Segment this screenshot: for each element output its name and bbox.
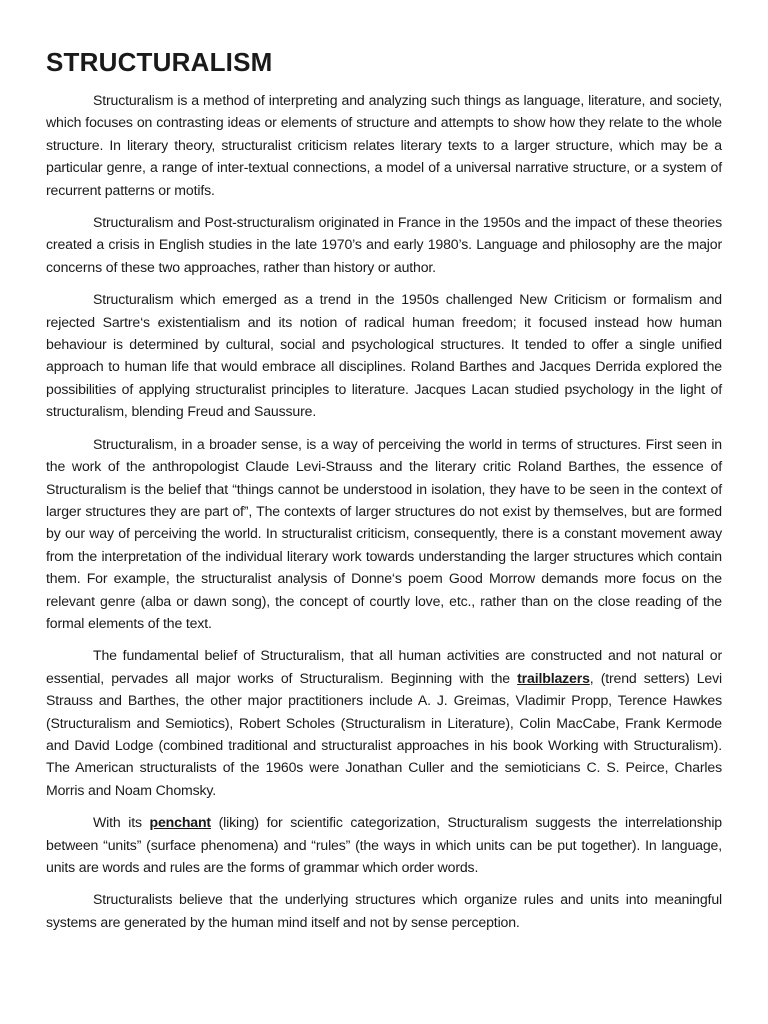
paragraph-units-and-rules	[46, 811, 722, 878]
document-page	[46, 44, 722, 943]
glossary-term-penchant: penchant	[149, 814, 211, 831]
paragraph-text-after: , (trend setters) Levi Strauss and Barthes, the other major practitioners include A. J. Greimas, Vladimir Propp, Terence Hawkes (Structuralism and Semiotics), Robert Scholes (Structuralism in Literature), Colin MacCabe, Frank Kermode and David Lodge (combined traditional and structuralist approaches in his book Working with Structuralism). The American structuralists of the 1960s were Jonathan Culler and the semioticians C. S. Peirce, Charles Morris and Noam Chomsky.	[46, 669, 722, 798]
paragraph-underlying-structures: Structuralists believe that the underlying structures which organize rules and units into meaningful systems are generated by the human mind itself and not by sense perception.	[46, 891, 722, 930]
paragraph-text-after: (liking) for scientific categorization, Structuralism suggests the interrelationship between “units” (surface phenomena) and “rules” (the ways in which units can be put together). In language, units are words and rules are the forms of grammar which order words.	[46, 814, 722, 875]
paragraph-origins: Structuralism and Post-structuralism originated in France in the 1950s and the impact of these theories created a crisis in English studies in the late 1970’s and early 1980’s. Language and philosophy are the major concerns of these two approaches, rather than history or author.	[46, 214, 722, 275]
paragraph-text-before: With its	[93, 814, 150, 831]
paragraph-broader-sense: Structuralism, in a broader sense, is a way of perceiving the world in terms of structures. First seen in the work of the anthropologist Claude Levi-Strauss and the literary critic Roland Barthes, the essence of Structuralism is the belief that “things cannot be understood in isolation, they have to be seen in the context of larger structures they are part of”, The contexts of larger structures do not exist by themselves, but are formed by our way of perceiving the world. In structuralist criticism, consequently, there is a constant movement away from the interpretation of the individual literary work towards understanding the larger structures which contain them. For example, the structuralist analysis of Donne‘s poem Good Morrow demands more focus on the relevant genre (alba or dawn song), the concept of courtly love, etc., rather than on the close reading of the formal elements of the text.	[46, 435, 722, 631]
page-title: STRUCTURALISM	[46, 47, 273, 77]
paragraph-definition: Structuralism is a method of interpreting and analyzing such things as language, literature, and society, which focuses on contrasting ideas or elements of structure and attempts to show how they relate to the whole structure. In literary theory, structuralist criticism relates literary texts to a larger structure, which may be a particular genre, a range of inter-textual connections, a model of a universal narrative structure, or a system of recurrent patterns or motifs.	[46, 92, 722, 198]
glossary-term-trailblazers: trailblazers	[517, 669, 590, 686]
paragraph-emergence: Structuralism which emerged as a trend in the 1950s challenged New Criticism or formalism and rejected Sartre‘s existentialism and its notion of radical human freedom; it focused instead how human behaviour is determined by cultural, social and psychological structures. It tended to offer a single unified approach to human life that would embrace all disciplines. Roland Barthes and Jacques Derrida explored the possibilities of applying structuralist principles to literature. Jacques Lacan studied psychology in the light of structuralism, blending Freud and Saussure.	[46, 291, 722, 420]
paragraph-text-before: The fundamental belief of Structuralism, that all human activities are constructed and not natural or essential, pervades all major works of Structuralism. Beginning with the	[46, 647, 722, 686]
paragraph-fundamental-belief	[46, 644, 722, 801]
